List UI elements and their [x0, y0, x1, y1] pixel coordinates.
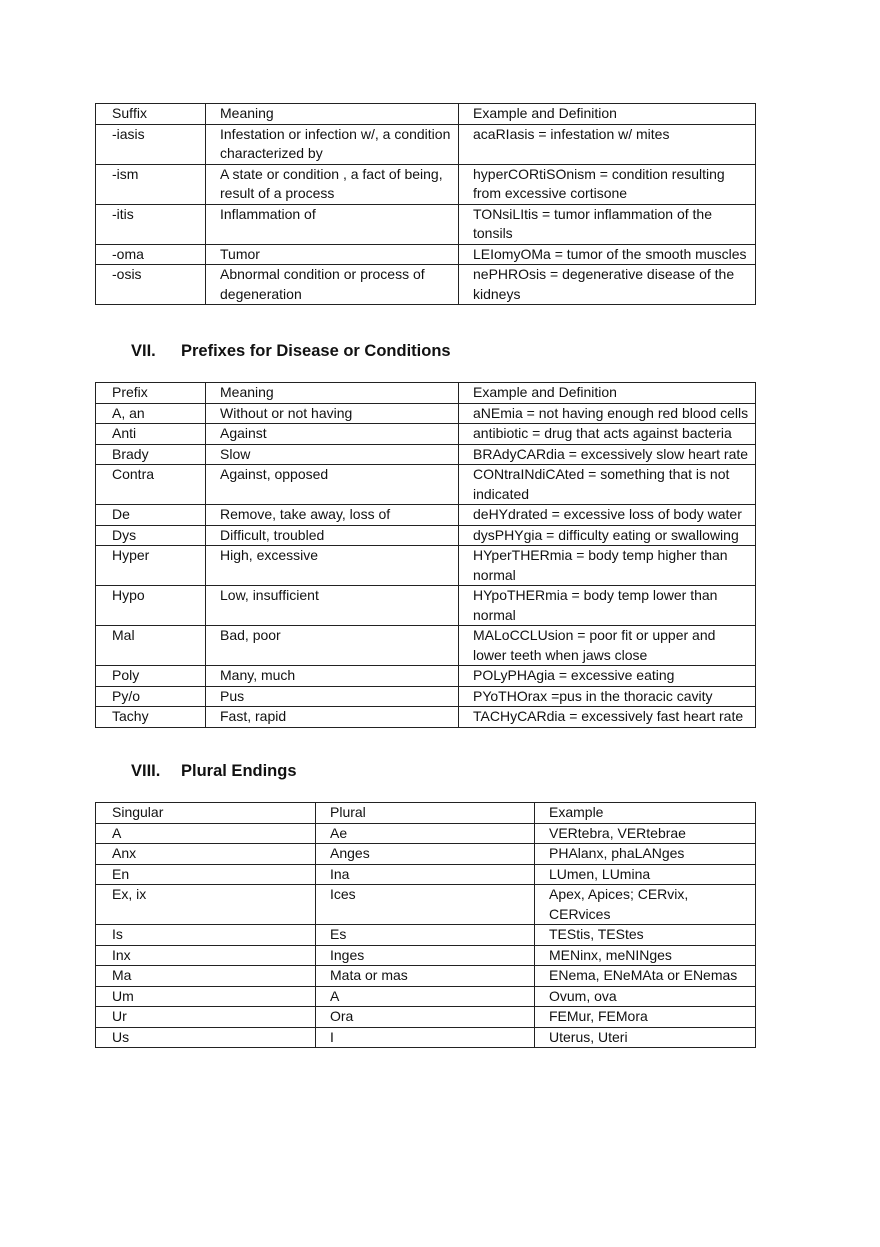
column-header: Example [535, 803, 756, 824]
table-row [96, 525, 756, 546]
table-row [96, 945, 756, 966]
table-cell: -iasis [96, 124, 206, 164]
table-cell: Us [96, 1027, 316, 1048]
table-cell: Es [316, 925, 535, 946]
table-row [96, 844, 756, 865]
table-row [96, 686, 756, 707]
table-cell: Inges [316, 945, 535, 966]
section-title: Prefixes for Disease or Conditions [181, 342, 451, 360]
table-row [96, 707, 756, 728]
table-cell: Anti [96, 424, 206, 445]
section-number: VIII. [131, 762, 161, 780]
column-header: Prefix [96, 383, 206, 404]
column-header: Example and Definition [459, 383, 756, 404]
table-cell: Fast, rapid [206, 707, 459, 728]
table-cell: Without or not having [206, 403, 459, 424]
table-cell: Dys [96, 525, 206, 546]
table-cell: Contra [96, 465, 206, 505]
table-cell: Mata or mas [316, 966, 535, 987]
table-cell: A, an [96, 403, 206, 424]
table-row [96, 1007, 756, 1028]
table-cell: antibiotic = drug that acts against bacteria [459, 424, 756, 445]
table-cell: deHYdrated = excessive loss of body water [459, 505, 756, 526]
table-cell: ENema, ENeMAta or ENemas [535, 966, 756, 987]
table-cell: Bad, poor [206, 626, 459, 666]
table-cell: Py/o [96, 686, 206, 707]
table-header-row [96, 803, 756, 824]
table-cell: MENinx, meNINges [535, 945, 756, 966]
table-cell: I [316, 1027, 535, 1048]
table-cell: Many, much [206, 666, 459, 687]
plural-table [95, 802, 756, 1048]
table-cell: Anges [316, 844, 535, 865]
table-cell: Ina [316, 864, 535, 885]
table-cell: POLyPHAgia = excessive eating [459, 666, 756, 687]
table-cell: PHAlanx, phaLANges [535, 844, 756, 865]
table-cell: hyperCORtiSOnism = condition resulting from excessive cortisone [459, 164, 756, 204]
table-row [96, 424, 756, 445]
table-cell: Brady [96, 444, 206, 465]
table-cell: Tumor [206, 244, 459, 265]
table-cell: Pus [206, 686, 459, 707]
table-cell: aNEmia = not having enough red blood cells [459, 403, 756, 424]
table-row [96, 124, 756, 164]
table-cell: Hyper [96, 546, 206, 586]
table-cell: Poly [96, 666, 206, 687]
table-cell: Mal [96, 626, 206, 666]
table-cell: Inflammation of [206, 204, 459, 244]
table-cell: De [96, 505, 206, 526]
table-cell: -itis [96, 204, 206, 244]
table-cell: A state or condition , a fact of being, result of a process [206, 164, 459, 204]
table-cell: A [96, 823, 316, 844]
table-cell: Slow [206, 444, 459, 465]
table-cell: HYperTHERmia = body temp higher than normal [459, 546, 756, 586]
table-cell: Hypo [96, 586, 206, 626]
table-cell: acaRIasis = infestation w/ mites [459, 124, 756, 164]
table-cell: Is [96, 925, 316, 946]
table-cell: Ae [316, 823, 535, 844]
suffix-table [95, 103, 756, 305]
table-cell: En [96, 864, 316, 885]
table-row [96, 465, 756, 505]
table-cell: -osis [96, 265, 206, 305]
table-cell: Um [96, 986, 316, 1007]
section-title: Plural Endings [181, 762, 297, 780]
table-cell: Apex, Apices; CERvix, CERvices [535, 885, 756, 925]
table-cell: LUmen, LUmina [535, 864, 756, 885]
table-cell: VERtebra, VERtebrae [535, 823, 756, 844]
table-row [96, 925, 756, 946]
table-row [96, 626, 756, 666]
table-cell: Against, opposed [206, 465, 459, 505]
table-header-row [96, 383, 756, 404]
table-row [96, 244, 756, 265]
table-row [96, 666, 756, 687]
table-cell: TEStis, TEStes [535, 925, 756, 946]
table-row [96, 823, 756, 844]
table-cell: Ex, ix [96, 885, 316, 925]
table-row [96, 403, 756, 424]
table-cell: CONtraINdiCAted = something that is not indicated [459, 465, 756, 505]
table-row [96, 164, 756, 204]
table-cell: Ices [316, 885, 535, 925]
table-row [96, 444, 756, 465]
table-cell: PYoTHOrax =pus in the thoracic cavity [459, 686, 756, 707]
section-number: VII. [131, 342, 156, 360]
table-cell: TACHyCARdia = excessively fast heart rate [459, 707, 756, 728]
table-cell: -ism [96, 164, 206, 204]
table-row [96, 546, 756, 586]
column-header: Plural [316, 803, 535, 824]
table-cell: BRAdyCARdia = excessively slow heart rate [459, 444, 756, 465]
table-cell: HYpoTHERmia = body temp lower than normal [459, 586, 756, 626]
table-row [96, 864, 756, 885]
table-cell: Difﬁcult, troubled [206, 525, 459, 546]
prefix-table [95, 382, 756, 728]
table-cell: Against [206, 424, 459, 445]
table-cell: Low, insufﬁcient [206, 586, 459, 626]
table-cell: TONsiLItis = tumor inflammation of the tonsils [459, 204, 756, 244]
table-row [96, 966, 756, 987]
column-header: Meaning [206, 383, 459, 404]
table-cell: Ovum, ova [535, 986, 756, 1007]
column-header: Singular [96, 803, 316, 824]
table-cell: Infestation or infection w/, a condition characterized by [206, 124, 459, 164]
table-row [96, 1027, 756, 1048]
table-cell: Ora [316, 1007, 535, 1028]
table-cell: LEIomyOMa = tumor of the smooth muscles [459, 244, 756, 265]
column-header: Sufﬁx [96, 104, 206, 125]
table-cell: nePHROsis = degenerative disease of the kidneys [459, 265, 756, 305]
table-cell: Tachy [96, 707, 206, 728]
table-cell: Abnormal condition or process of degeneration [206, 265, 459, 305]
table-row [96, 586, 756, 626]
table-cell: Remove, take away, loss of [206, 505, 459, 526]
table-header-row [96, 104, 756, 125]
table-row [96, 505, 756, 526]
table-row [96, 265, 756, 305]
table-cell: -oma [96, 244, 206, 265]
section-heading-prefixes [131, 342, 451, 361]
column-header: Meaning [206, 104, 459, 125]
table-cell: Ma [96, 966, 316, 987]
table-cell: High, excessive [206, 546, 459, 586]
table-row [96, 204, 756, 244]
section-heading-plurals [131, 762, 297, 781]
table-row [96, 885, 756, 925]
table-cell: dysPHYgia = difﬁculty eating or swallowing [459, 525, 756, 546]
table-cell: Anx [96, 844, 316, 865]
table-cell: MALoCCLUsion = poor fit or upper and lower teeth when jaws close [459, 626, 756, 666]
table-cell: Inx [96, 945, 316, 966]
table-cell: Uterus, Uteri [535, 1027, 756, 1048]
table-cell: Ur [96, 1007, 316, 1028]
table-cell: A [316, 986, 535, 1007]
table-cell: FEMur, FEMora [535, 1007, 756, 1028]
column-header: Example and Definition [459, 104, 756, 125]
table-row [96, 986, 756, 1007]
